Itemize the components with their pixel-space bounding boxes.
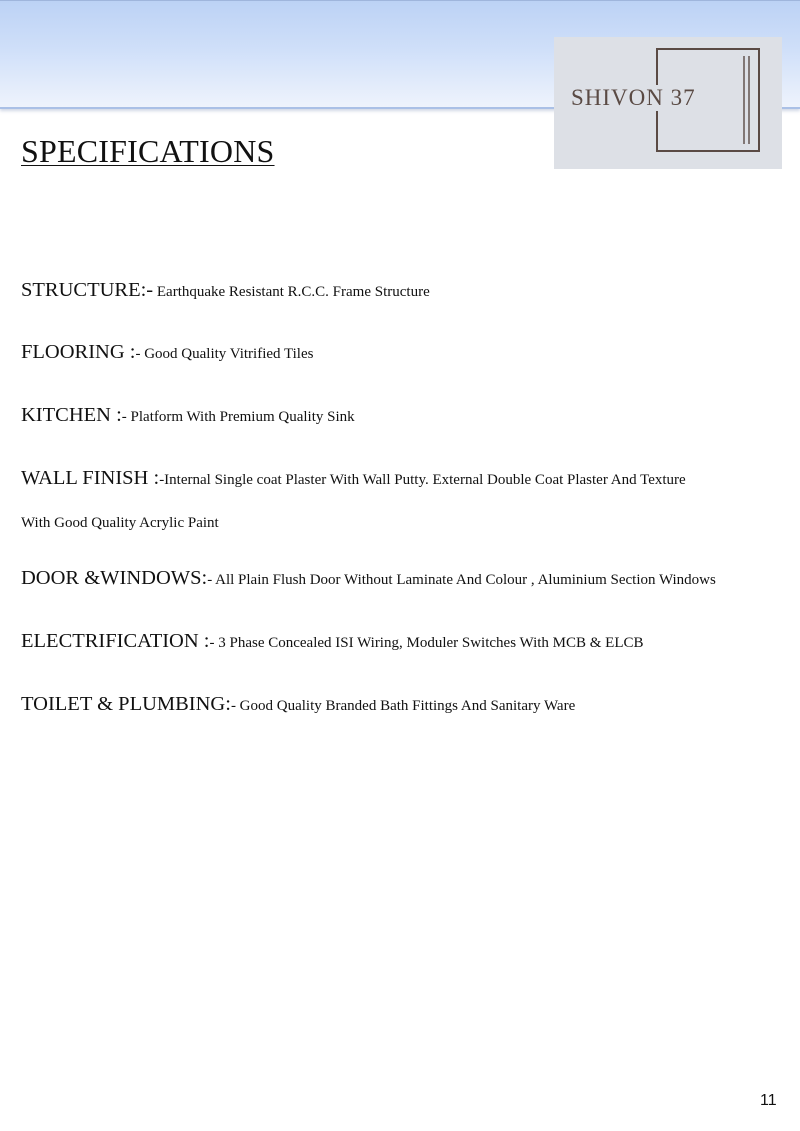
spec-structure — [21, 279, 430, 302]
logo-text: SHIVON 37 — [571, 85, 700, 111]
spec-desc: - Good Quality Vitrified Tiles — [135, 346, 314, 362]
spec-door-windows — [21, 567, 716, 590]
spec-kitchen — [21, 404, 355, 427]
spec-electrification — [21, 630, 644, 653]
page-title: SPECIFICATIONS — [21, 133, 275, 169]
spec-flooring — [21, 341, 313, 364]
spec-desc: - 3 Phase Concealed ISI Wiring, Moduler Switches With MCB & ELCB — [209, 635, 644, 651]
page-number: 11 — [760, 1092, 777, 1109]
spec-label: WALL FINISH : — [21, 467, 160, 489]
spec-toilet-plumbing — [21, 693, 575, 716]
spec-desc: Earthquake Resistant R.C.C. Frame Structure — [153, 284, 430, 300]
spec-label: DOOR &WINDOWS: — [21, 567, 208, 589]
spec-desc-continued: With Good Quality Acrylic Paint — [21, 515, 219, 531]
spec-wall-finish — [21, 467, 686, 490]
spec-desc: - Platform With Premium Quality Sink — [121, 409, 355, 425]
spec-label: TOILET & PLUMBING: — [21, 693, 231, 715]
brand-logo — [554, 37, 782, 169]
spec-label: KITCHEN : — [21, 404, 122, 426]
spec-desc: - All Plain Flush Door Without Laminate And Colour , Aluminium Section Windows — [207, 572, 716, 588]
spec-label: STRUCTURE:- — [21, 279, 154, 301]
spec-label: ELECTRIFICATION : — [21, 630, 210, 652]
spec-desc: - Good Quality Branded Bath Fittings And Sanitary Ware — [230, 698, 576, 714]
spec-label: FLOORING : — [21, 341, 136, 363]
spec-wall-finish-continued — [21, 514, 219, 532]
spec-desc: -Internal Single coat Plaster With Wall Putty. External Double Coat Plaster And Texture — [159, 472, 686, 488]
